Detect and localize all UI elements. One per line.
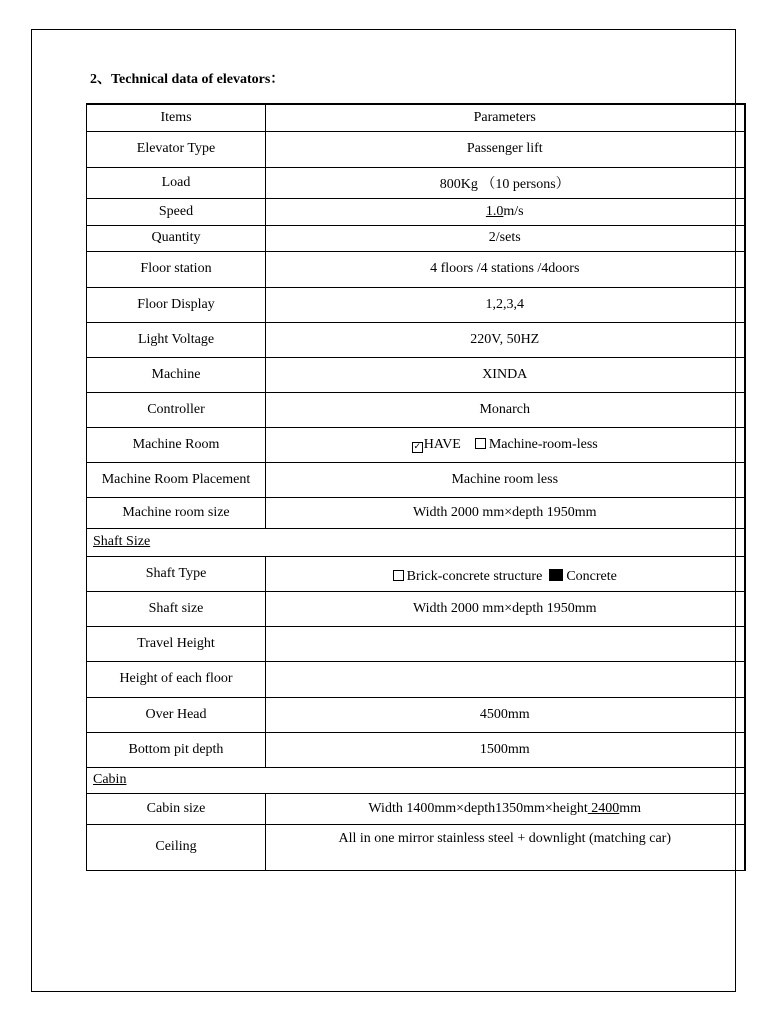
row-value: 2/sets — [266, 225, 745, 251]
table-row — [87, 251, 745, 287]
row-value — [266, 793, 745, 824]
speed-number: 1.0 — [485, 203, 504, 219]
table-row — [87, 732, 745, 767]
cabin-size-unit: mm — [619, 800, 642, 816]
row-value: Width 2000 mm×depth 1950mm — [266, 497, 745, 528]
row-value: Passenger lift — [266, 131, 745, 167]
table-row — [87, 198, 745, 225]
row-label: Floor Display — [87, 287, 266, 322]
technical-data-table — [86, 103, 746, 871]
row-label: Quantity — [87, 225, 266, 251]
row-value: XINDA — [266, 357, 745, 392]
table-row — [87, 497, 745, 528]
table-row — [87, 322, 745, 357]
table-row — [87, 287, 745, 322]
table-row — [87, 661, 745, 697]
row-value — [266, 427, 745, 462]
row-label: Bottom pit depth — [87, 732, 266, 767]
section-row — [87, 767, 745, 793]
table-row — [87, 793, 745, 824]
table-row — [87, 697, 745, 732]
row-label: Load — [87, 167, 266, 198]
row-value: 800Kg （10 persons） — [266, 167, 745, 198]
option-machine-room-less: Machine-room-less — [488, 436, 598, 452]
row-label: Light Voltage — [87, 322, 266, 357]
table-row — [87, 392, 745, 427]
row-label: Elevator Type — [87, 131, 266, 167]
filled-checkbox-icon — [549, 569, 563, 581]
section-heading: 2、Technical data of elevators： — [90, 72, 285, 87]
row-label: Ceiling — [87, 824, 266, 870]
section-row — [87, 528, 745, 556]
row-value: 220V, 50HZ — [266, 322, 745, 357]
table-row — [87, 225, 745, 251]
option-brick-concrete: Brick-concrete structure — [406, 568, 543, 584]
row-value: 1,2,3,4 — [266, 287, 745, 322]
row-label: Over Head — [87, 697, 266, 732]
cabin-size-prefix: Width 1400mm×depth1350mm×height — [368, 800, 588, 816]
row-label: Cabin size — [87, 793, 266, 824]
unchecked-checkbox-icon — [475, 438, 486, 449]
row-label: Floor station — [87, 251, 266, 287]
row-value — [266, 661, 745, 697]
row-value: 4 floors /4 stations /4doors — [266, 251, 745, 287]
table-row — [87, 626, 745, 661]
row-value — [266, 556, 745, 591]
row-label: Controller — [87, 392, 266, 427]
row-value — [266, 198, 745, 225]
table-header-row — [87, 104, 745, 131]
row-label: Travel Height — [87, 626, 266, 661]
table-row — [87, 556, 745, 591]
header-parameters: Parameters — [266, 104, 745, 131]
row-value: Machine room less — [266, 462, 745, 497]
row-value: All in one mirror stainless steel + downlight (matching car) — [266, 824, 745, 870]
row-label: Machine — [87, 357, 266, 392]
table-row — [87, 427, 745, 462]
row-label: Shaft size — [87, 591, 266, 626]
cabin-height-number: 2400 — [587, 800, 620, 816]
table-row — [87, 357, 745, 392]
row-value: Width 2000 mm×depth 1950mm — [266, 591, 745, 626]
row-label: Height of each floor — [87, 661, 266, 697]
unchecked-checkbox-icon — [393, 570, 404, 581]
row-value: 4500mm — [266, 697, 745, 732]
option-concrete: Concrete — [566, 568, 617, 584]
row-value — [266, 626, 745, 661]
speed-unit: m/s — [503, 203, 524, 219]
row-value: 1500mm — [266, 732, 745, 767]
table-row — [87, 824, 745, 870]
row-value: Monarch — [266, 392, 745, 427]
row-label: Machine Room — [87, 427, 266, 462]
row-label: Machine room size — [87, 497, 266, 528]
table-row — [87, 167, 745, 198]
header-items: Items — [87, 104, 266, 131]
row-label: Shaft Type — [87, 556, 266, 591]
row-label: Speed — [87, 198, 266, 225]
table-row — [87, 591, 745, 626]
option-have: HAVE — [423, 436, 461, 452]
row-label: Machine Room Placement — [87, 462, 266, 497]
section-shaft-size: Shaft Size — [87, 528, 745, 556]
table-row — [87, 462, 745, 497]
checked-checkbox-icon: ✓ — [413, 441, 422, 452]
table-row — [87, 131, 745, 167]
section-cabin: Cabin — [87, 767, 745, 793]
